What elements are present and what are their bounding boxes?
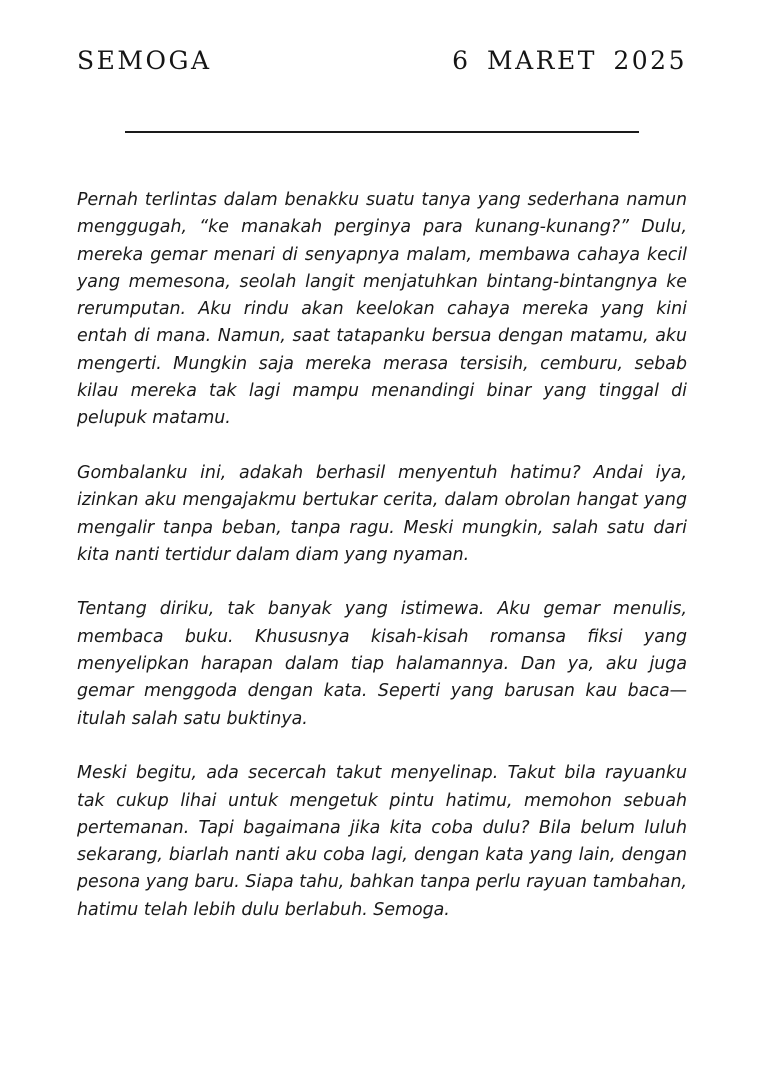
paragraph-3: Tentang diriku, tak banyak yang istimewa. Aku gemar menulis, membaca buku. Khususnya kisah-kisah romansa fiksi yang menyelipkan harapan dalam tiap halamannya. Dan ya, aku juga gemar menggoda dengan kata. Seperti yang barusan kau baca—itulah salah satu buktinya. (77, 599, 687, 729)
letter-title: SEMOGA (77, 45, 212, 75)
paragraph-1: Pernah terlintas dalam benakku suatu tanya yang sederhana namun menggugah, “ke manakah perginya para kunang-kunang?” Dulu, mereka gemar menari di senyapnya malam, membawa cahaya kecil yang memesona, seolah langit menjatuhkan bintang-bintangnya ke rerumputan. Aku rindu akan keelokan cahaya mereka yang kini entah di mana. Namun, saat tatapanku bersua dengan matamu, aku mengerti. Mungkin saja mereka merasa tersisih, cemburu, sebab kilau mereka tak lagi mampu menandingi binar yang tinggal di pelupuk matamu. (77, 190, 687, 429)
letter-body (77, 187, 687, 951)
paragraph-2: Gombalanku ini, adakah berhasil menyentuh hatimu? Andai iya, izinkan aku mengajakmu bertukar cerita, dalam obrolan hangat yang mengalir tanpa beban, tanpa ragu. Meski mungkin, salah satu dari kita nanti tertidur dalam diam yang nyaman. (77, 462, 687, 565)
header-divider (125, 131, 639, 133)
paragraph-4: Meski begitu, ada secercah takut menyelinap. Takut bila rayuanku tak cukup lihai untuk mengetuk pintu hatimu, memohon sebuah pertemanan. Tapi bagaimana jika kita coba dulu? Bila belum luluh sekarang, biarlah nanti aku coba lagi, dengan kata yang lain, dengan pesona yang baru. Siapa tahu, bahkan tanpa perlu rayuan tambahan, hatimu telah lebih dulu berlabuh. Semoga. (77, 763, 687, 920)
letter-header (77, 40, 687, 80)
letter-date: 6 MARET 2025 (452, 45, 687, 75)
